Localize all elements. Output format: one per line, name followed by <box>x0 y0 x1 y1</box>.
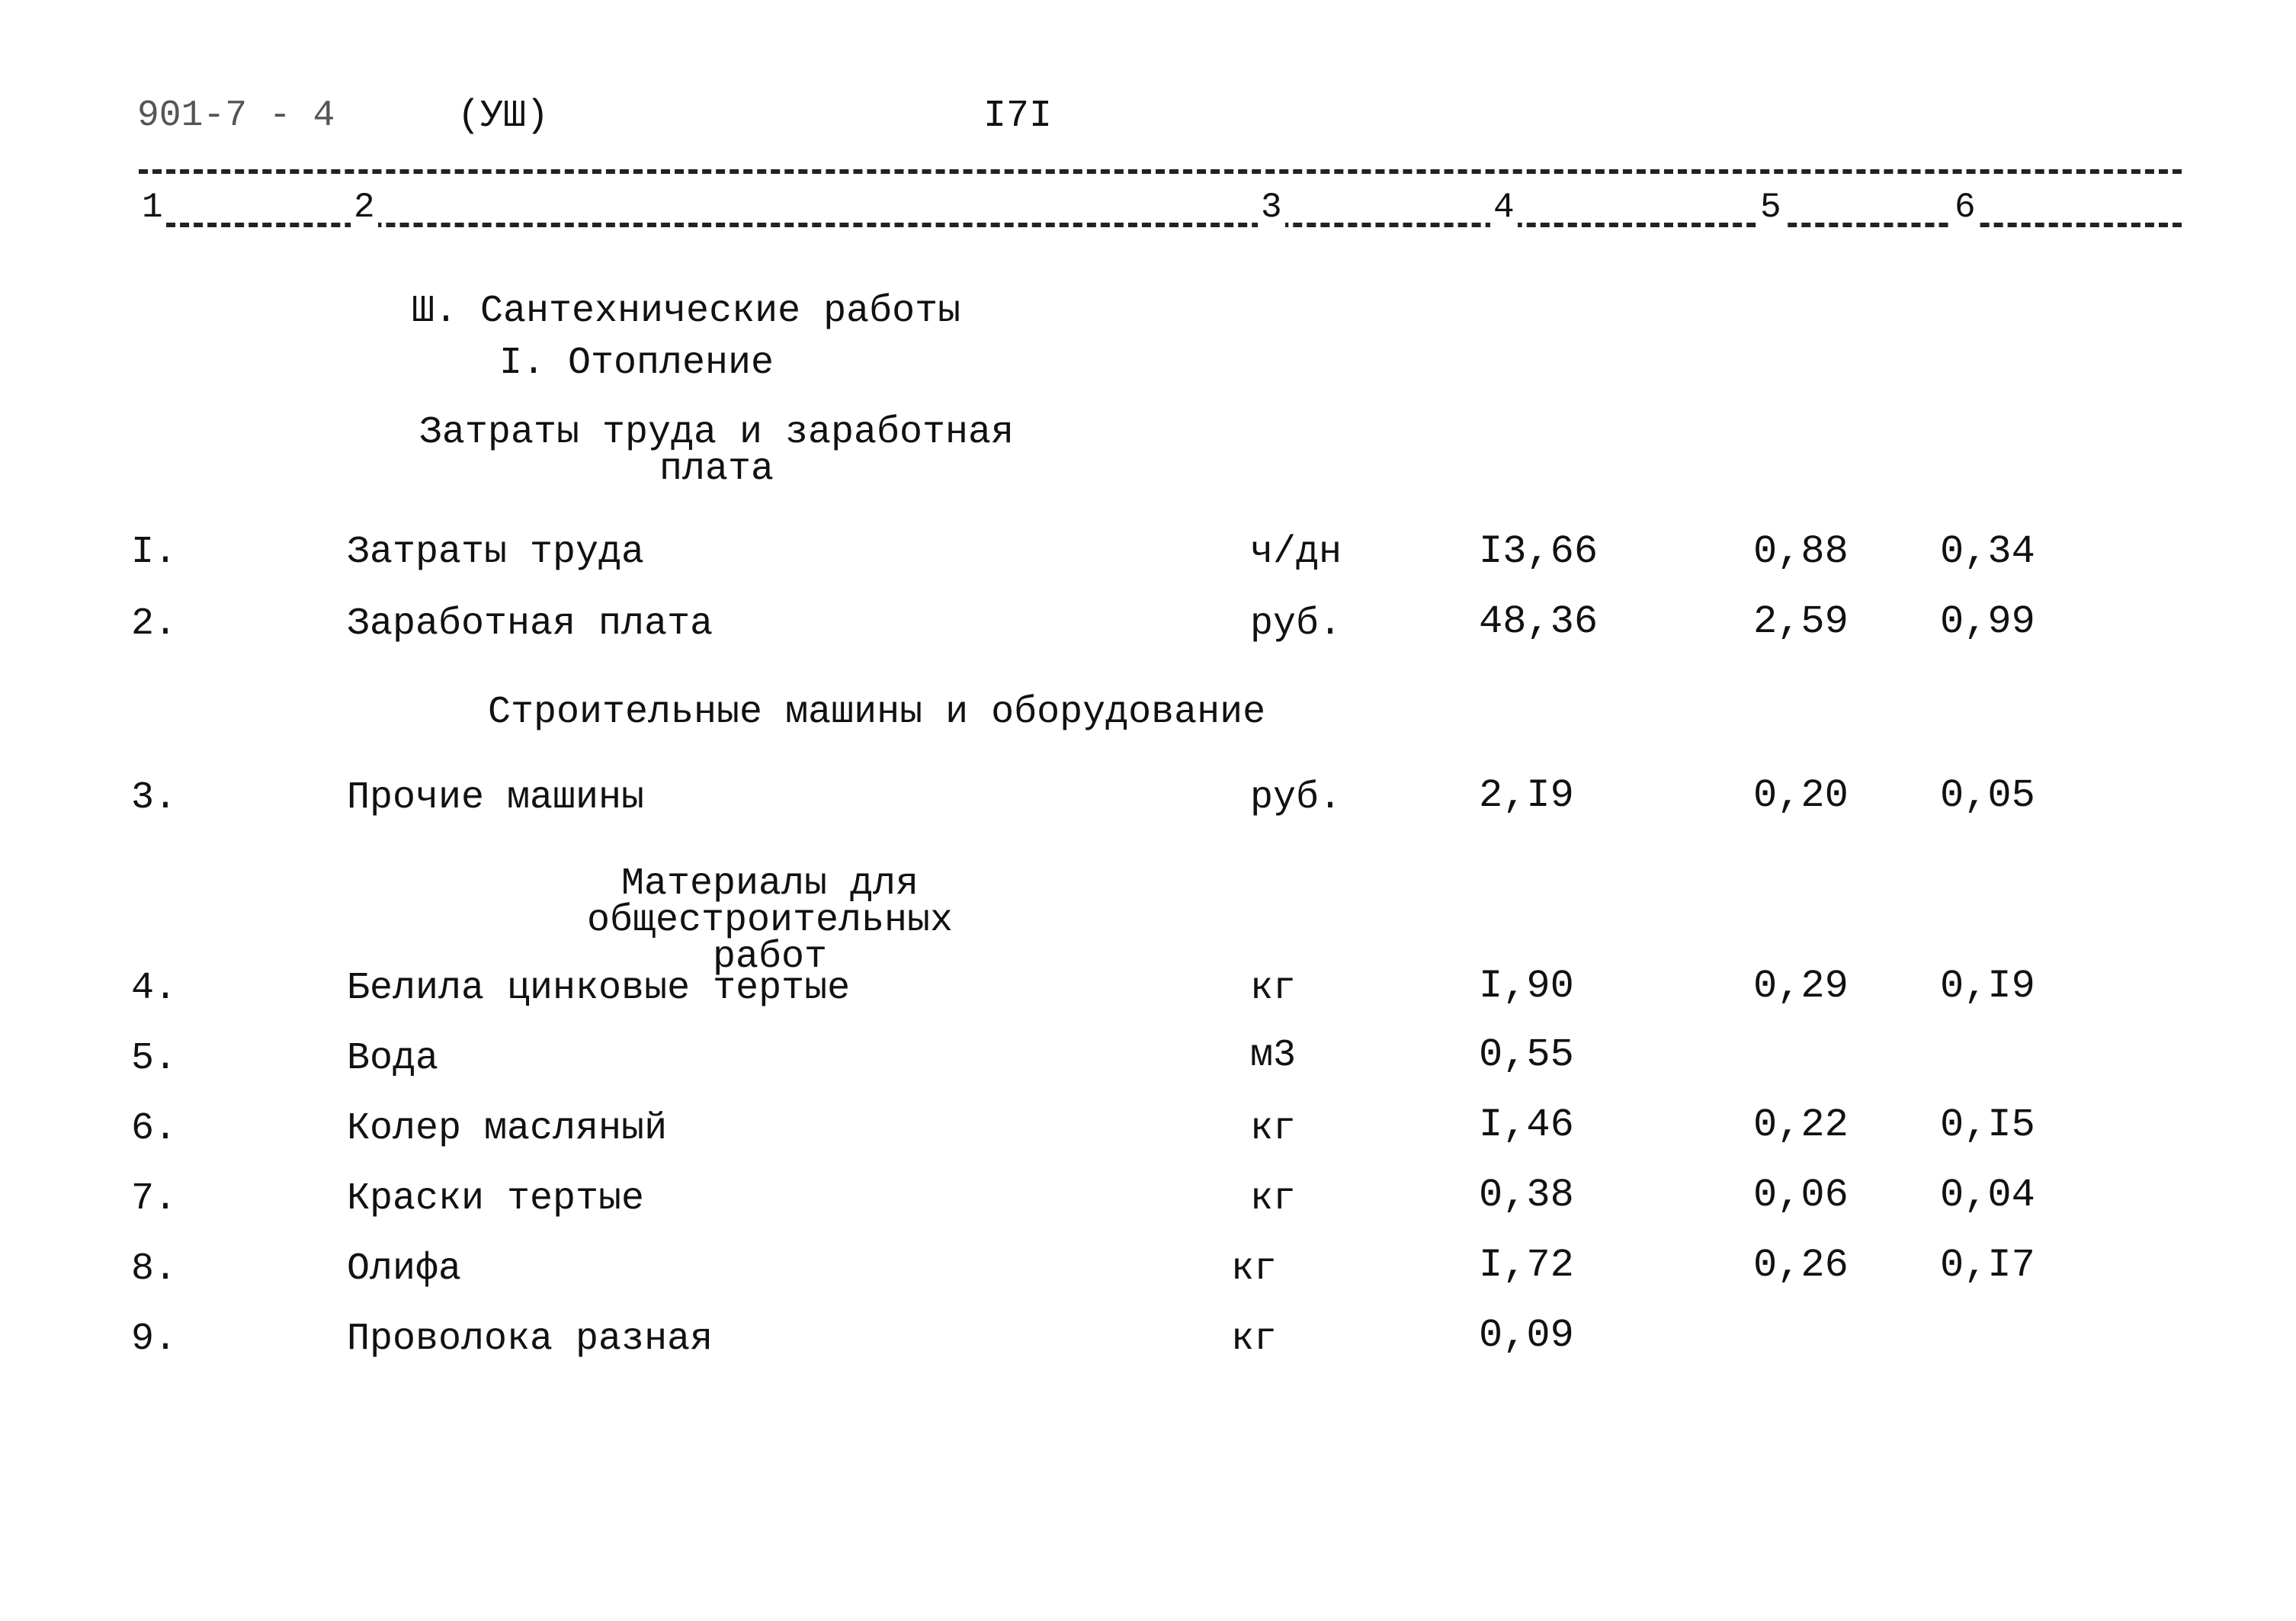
header-divider-bottom <box>139 223 2182 227</box>
column-number: 3 <box>1258 188 1285 227</box>
row-number: 4. <box>131 967 178 1010</box>
group-heading-machines: Строительные машины и оборудование <box>488 691 1266 734</box>
row-value-col6: 0,I7 <box>1940 1243 2035 1288</box>
group-heading-materials: Материалы для общестроительных работ <box>586 862 954 979</box>
row-value-col5: 0,06 <box>1753 1173 1849 1218</box>
row-number: 5. <box>131 1037 178 1080</box>
row-value-col5: 2,59 <box>1753 599 1849 644</box>
row-value-col4: 48,36 <box>1479 599 1599 644</box>
row-value-col5: 0,22 <box>1753 1103 1849 1148</box>
column-number: 5 <box>1757 188 1785 227</box>
row-number: 7. <box>131 1177 178 1221</box>
row-value-col6: 0,99 <box>1940 599 2035 644</box>
row-value-col5: 0,26 <box>1753 1243 1849 1288</box>
row-unit: кг <box>1250 967 1297 1010</box>
row-number: 9. <box>131 1318 178 1361</box>
row-number: 3. <box>131 776 178 820</box>
group-heading-labor: Затраты труда и заработная плата <box>418 411 1015 491</box>
row-value-col4: 0,09 <box>1479 1313 1574 1358</box>
row-value-col4: 0,55 <box>1479 1032 1574 1077</box>
column-number: 4 <box>1490 188 1518 227</box>
row-name: Краски тертые <box>347 1177 645 1221</box>
row-unit: руб. <box>1250 776 1342 820</box>
row-value-col4: I,72 <box>1479 1243 1574 1288</box>
row-name: Заработная плата <box>347 602 713 646</box>
row-unit: руб. <box>1250 602 1342 646</box>
row-value-col5: 0,20 <box>1753 773 1849 818</box>
row-value-col6: 0,I5 <box>1940 1103 2035 1148</box>
row-unit: кг <box>1231 1247 1278 1291</box>
row-name: Колер масляный <box>347 1107 668 1151</box>
row-value-col5: 0,88 <box>1753 529 1849 574</box>
row-name: Олифа <box>347 1247 462 1291</box>
section-title: Ш. Сантехнические работы <box>412 290 961 333</box>
row-value-col5: 0,29 <box>1753 964 1849 1009</box>
row-name: Прочие машины <box>347 776 645 820</box>
header-divider-top <box>139 169 2182 174</box>
row-unit: кг <box>1250 1177 1297 1221</box>
subsection-title: I. Отопление <box>499 342 774 385</box>
row-number: 6. <box>131 1107 178 1151</box>
page-number: I7I <box>983 95 1053 138</box>
column-number: 6 <box>1951 188 1979 227</box>
row-unit: кг <box>1250 1107 1297 1151</box>
row-value-col4: I3,66 <box>1479 529 1599 574</box>
row-value-col6: 0,04 <box>1940 1173 2035 1218</box>
row-number: 8. <box>131 1247 178 1291</box>
column-number: 1 <box>139 188 166 227</box>
row-number: I. <box>131 531 178 574</box>
row-name: Вода <box>347 1037 439 1080</box>
section-code: (УШ) <box>457 95 550 138</box>
row-value-col4: 0,38 <box>1479 1173 1574 1218</box>
row-value-col6: 0,I9 <box>1940 964 2035 1009</box>
row-value-col6: 0,05 <box>1940 773 2035 818</box>
row-unit: м3 <box>1250 1034 1297 1077</box>
row-value-col4: I,46 <box>1479 1103 1574 1148</box>
row-value-col6: 0,34 <box>1940 529 2035 574</box>
row-unit: ч/дн <box>1250 531 1342 574</box>
row-name: Белила цинковые тертые <box>347 967 851 1010</box>
row-number: 2. <box>131 602 178 646</box>
row-value-col4: 2,I9 <box>1479 773 1574 818</box>
row-value-col4: I,90 <box>1479 964 1574 1009</box>
row-name: Затраты труда <box>347 531 645 574</box>
document-code: 901-7 - 4 <box>137 95 335 136</box>
column-number: 2 <box>351 188 378 227</box>
row-name: Проволока разная <box>347 1318 713 1361</box>
row-unit: кг <box>1231 1318 1278 1361</box>
